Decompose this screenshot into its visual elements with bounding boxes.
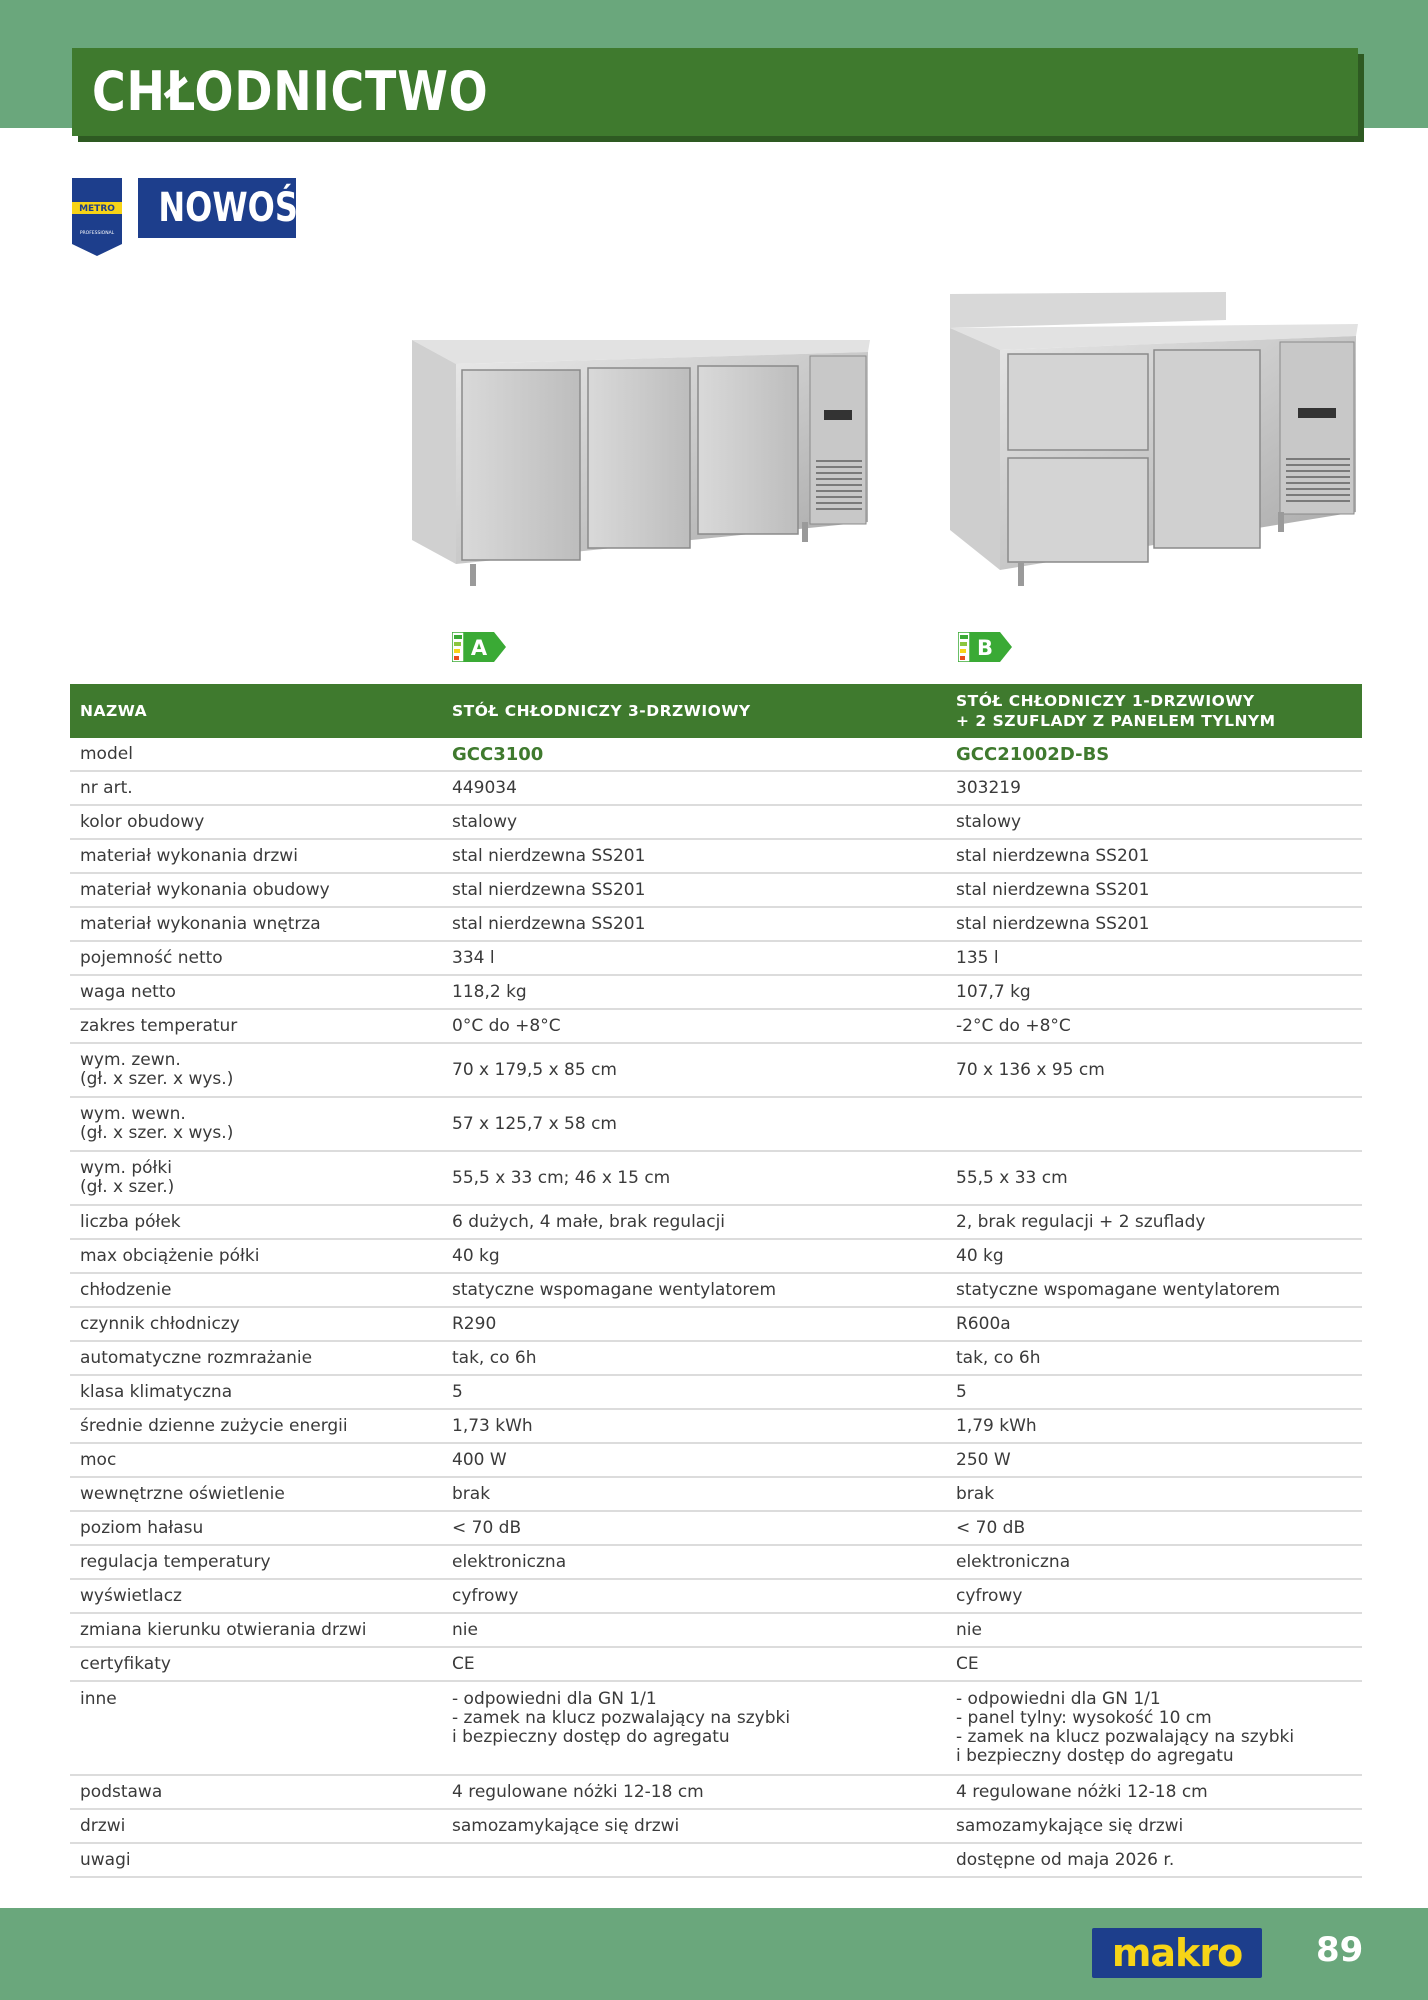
cell-value: 6 dużych, 4 małe, brak regulacji <box>442 1205 946 1239</box>
section-title-bar <box>72 48 1358 136</box>
energy-class-label-b <box>958 632 1012 662</box>
row-label: inne <box>70 1681 442 1775</box>
cell-value: -2°C do +8°C <box>946 1009 1362 1043</box>
cell-value: stal nierdzewna SS201 <box>946 839 1362 873</box>
new-badge <box>138 178 322 238</box>
row-label: materiał wykonania drzwi <box>70 839 442 873</box>
makro-logo-text: makro <box>1111 1931 1243 1975</box>
cell-value: < 70 dB <box>946 1511 1362 1545</box>
table-row <box>70 1341 1362 1375</box>
table-header-row <box>70 684 1362 738</box>
cell-value: 118,2 kg <box>442 975 946 1009</box>
cell-value: CE <box>442 1647 946 1681</box>
cell-value: statyczne wspomagane wentylatorem <box>946 1273 1362 1307</box>
new-badge-label: NOWOŚĆ <box>158 185 322 231</box>
table-row <box>70 1009 1362 1043</box>
cell-value: 5 <box>442 1375 946 1409</box>
cell-value: brak <box>442 1477 946 1511</box>
table-row <box>70 771 1362 805</box>
cell-value: 1,73 kWh <box>442 1409 946 1443</box>
table-row <box>70 1843 1362 1877</box>
row-label: wyświetlacz <box>70 1579 442 1613</box>
product-image-gcc21002d-bs <box>948 290 1360 592</box>
table-row <box>70 1647 1362 1681</box>
cell-value: 70 x 179,5 x 85 cm <box>442 1043 946 1097</box>
row-label: moc <box>70 1443 442 1477</box>
row-label: materiał wykonania obudowy <box>70 873 442 907</box>
table-row <box>70 738 1362 771</box>
row-label: wym. zewn. (gł. x szer. x wys.) <box>70 1043 442 1097</box>
cell-value: stalowy <box>442 805 946 839</box>
row-label: podstawa <box>70 1775 442 1809</box>
row-label: certyfikaty <box>70 1647 442 1681</box>
row-label: liczba półek <box>70 1205 442 1239</box>
row-label: model <box>70 738 442 771</box>
cell-value: nie <box>442 1613 946 1647</box>
table-row <box>70 839 1362 873</box>
cell-value: - odpowiedni dla GN 1/1 - zamek na klucz pozwalający na szybki i bezpieczny dostęp do agregatu <box>442 1681 946 1775</box>
row-label: nr art. <box>70 771 442 805</box>
row-label: uwagi <box>70 1843 442 1877</box>
table-row <box>70 907 1362 941</box>
row-label: wewnętrzne oświetlenie <box>70 1477 442 1511</box>
row-label: automatyczne rozmrażanie <box>70 1341 442 1375</box>
model-value: GCC21002D-BS <box>946 738 1362 771</box>
cell-value: 400 W <box>442 1443 946 1477</box>
metro-brand-text: METRO <box>79 204 115 214</box>
header-product-2: STÓŁ CHŁODNICZY 1-DRZWIOWY + 2 SZUFLADY Z PANELEM TYLNYM <box>946 684 1362 738</box>
table-row <box>70 1545 1362 1579</box>
cell-value: 40 kg <box>442 1239 946 1273</box>
header-product-1: STÓŁ CHŁODNICZY 3-DRZWIOWY <box>442 684 946 738</box>
cell-value: 4 regulowane nóżki 12-18 cm <box>442 1775 946 1809</box>
table-row <box>70 1151 1362 1205</box>
table-row <box>70 1409 1362 1443</box>
cell-value: stalowy <box>946 805 1362 839</box>
makro-logo <box>1092 1928 1262 1978</box>
cell-value: 40 kg <box>946 1239 1362 1273</box>
row-label: poziom hałasu <box>70 1511 442 1545</box>
page-number: 89 <box>1316 1930 1364 1970</box>
cell-value: 4 regulowane nóżki 12-18 cm <box>946 1775 1362 1809</box>
cell-value: 0°C do +8°C <box>442 1009 946 1043</box>
table-row <box>70 873 1362 907</box>
cell-value: 70 x 136 x 95 cm <box>946 1043 1362 1097</box>
row-label: max obciążenie półki <box>70 1239 442 1273</box>
cell-value: 250 W <box>946 1443 1362 1477</box>
cell-value: 55,5 x 33 cm; 46 x 15 cm <box>442 1151 946 1205</box>
cell-value: elektroniczna <box>946 1545 1362 1579</box>
cell-value: 55,5 x 33 cm <box>946 1151 1362 1205</box>
header-name: NAZWA <box>70 684 442 738</box>
cell-value: cyfrowy <box>442 1579 946 1613</box>
row-label: pojemność netto <box>70 941 442 975</box>
cell-value: stal nierdzewna SS201 <box>442 873 946 907</box>
cell-value: stal nierdzewna SS201 <box>442 839 946 873</box>
metro-sub-text: PROFESSIONAL <box>79 231 115 236</box>
energy-class-letter-a: A <box>470 636 488 660</box>
row-label: klasa klimatyczna <box>70 1375 442 1409</box>
cell-value: tak, co 6h <box>442 1341 946 1375</box>
specification-table <box>70 684 1362 1878</box>
row-label: wym. półki (gł. x szer.) <box>70 1151 442 1205</box>
row-label: wym. wewn. (gł. x szer. x wys.) <box>70 1097 442 1151</box>
cell-value: cyfrowy <box>946 1579 1362 1613</box>
cell-value: < 70 dB <box>442 1511 946 1545</box>
table-row <box>70 1809 1362 1843</box>
cell-value: 2, brak regulacji + 2 szuflady <box>946 1205 1362 1239</box>
cell-value: 5 <box>946 1375 1362 1409</box>
cell-value: 135 l <box>946 941 1362 975</box>
cell-value: nie <box>946 1613 1362 1647</box>
row-label: drzwi <box>70 1809 442 1843</box>
table-row <box>70 1443 1362 1477</box>
cell-value: tak, co 6h <box>946 1341 1362 1375</box>
section-title: CHŁODNICTWO <box>92 60 489 123</box>
model-value: GCC3100 <box>442 738 946 771</box>
table-row <box>70 1205 1362 1239</box>
table-row <box>70 1613 1362 1647</box>
table-row <box>70 1307 1362 1341</box>
cell-value: samozamykające się drzwi <box>442 1809 946 1843</box>
cell-value: R290 <box>442 1307 946 1341</box>
row-label: średnie dzienne zużycie energii <box>70 1409 442 1443</box>
row-label: zmiana kierunku otwierania drzwi <box>70 1613 442 1647</box>
table-row <box>70 1775 1362 1809</box>
cell-value: 334 l <box>442 941 946 975</box>
table-row <box>70 1043 1362 1097</box>
cell-value: 303219 <box>946 771 1362 805</box>
table-row <box>70 941 1362 975</box>
table-row <box>70 805 1362 839</box>
cell-value: stal nierdzewna SS201 <box>946 873 1362 907</box>
cell-value: 1,79 kWh <box>946 1409 1362 1443</box>
cell-value: brak <box>946 1477 1362 1511</box>
cell-value <box>946 1097 1362 1151</box>
metro-professional-logo <box>72 178 122 256</box>
cell-value: statyczne wspomagane wentylatorem <box>442 1273 946 1307</box>
energy-class-letter-b: B <box>976 636 994 660</box>
cell-value: elektroniczna <box>442 1545 946 1579</box>
product-image-gcc3100 <box>410 330 870 592</box>
cell-value: 449034 <box>442 771 946 805</box>
cell-value: 107,7 kg <box>946 975 1362 1009</box>
cell-value: stal nierdzewna SS201 <box>442 907 946 941</box>
table-row <box>70 1097 1362 1151</box>
energy-class-label-a <box>452 632 506 662</box>
cell-value: stal nierdzewna SS201 <box>946 907 1362 941</box>
cell-value: samozamykające się drzwi <box>946 1809 1362 1843</box>
table-row <box>70 975 1362 1009</box>
cell-value: - odpowiedni dla GN 1/1 - panel tylny: wysokość 10 cm - zamek na klucz pozwalający na szybki i bezpieczny dostęp do agregatu <box>946 1681 1362 1775</box>
cell-value: R600a <box>946 1307 1362 1341</box>
row-label: waga netto <box>70 975 442 1009</box>
row-label: materiał wykonania wnętrza <box>70 907 442 941</box>
cell-value: dostępne od maja 2026 r. <box>946 1843 1362 1877</box>
row-label: zakres temperatur <box>70 1009 442 1043</box>
row-label: chłodzenie <box>70 1273 442 1307</box>
table-row <box>70 1273 1362 1307</box>
table-row <box>70 1579 1362 1613</box>
table-row <box>70 1375 1362 1409</box>
row-label: regulacja temperatury <box>70 1545 442 1579</box>
table-row <box>70 1681 1362 1775</box>
table-row <box>70 1239 1362 1273</box>
table-row <box>70 1477 1362 1511</box>
cell-value: 57 x 125,7 x 58 cm <box>442 1097 946 1151</box>
row-label: kolor obudowy <box>70 805 442 839</box>
row-label: czynnik chłodniczy <box>70 1307 442 1341</box>
cell-value <box>442 1843 946 1877</box>
table-row <box>70 1511 1362 1545</box>
cell-value: CE <box>946 1647 1362 1681</box>
